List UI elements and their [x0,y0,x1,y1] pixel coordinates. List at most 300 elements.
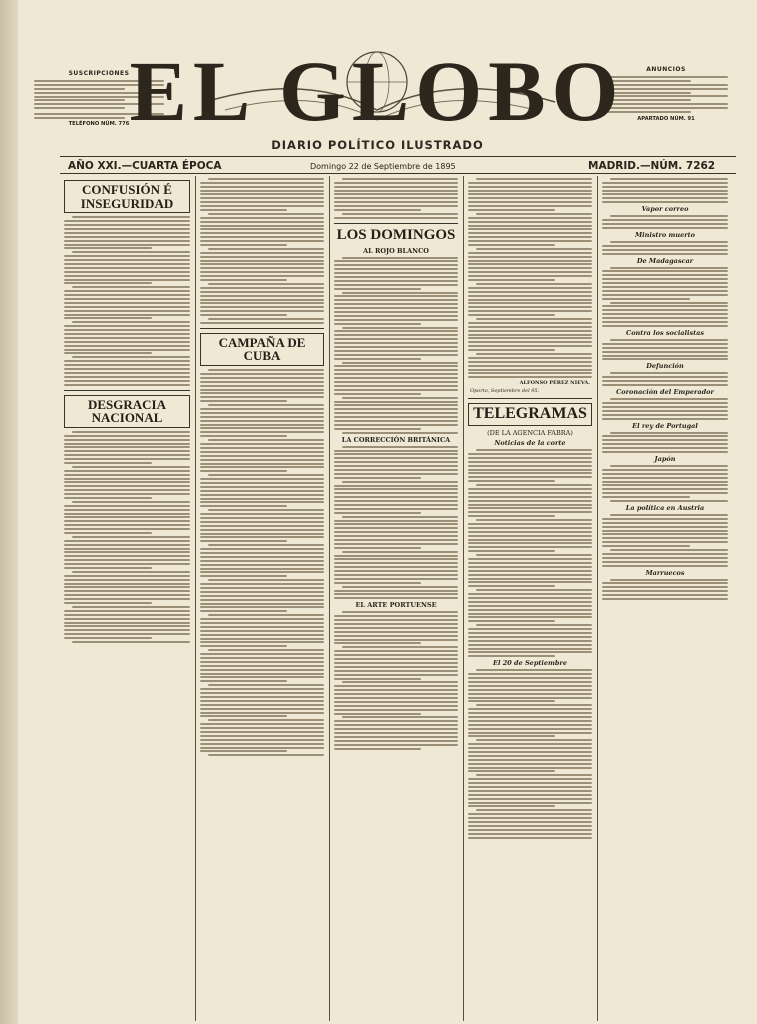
text-line [334,720,458,722]
text-line [64,294,190,296]
text-line [64,625,190,627]
text-line [602,305,728,307]
text-line [64,594,190,596]
text-line [64,520,190,522]
text-line [342,681,458,683]
text-line [64,275,190,277]
text-line [200,603,324,605]
body-text-block [468,449,592,657]
text-line [334,744,458,746]
text-line [334,527,458,529]
text-line [64,524,190,526]
text-line [602,537,728,539]
subhead-20-septiembre: El 20 de Septiembre [493,659,567,668]
headline-campana-cuba: CAMPAÑA DE CUBA [200,333,324,366]
text-line [476,283,592,285]
text-line [602,545,690,547]
text-line [334,190,458,192]
text-line [64,540,190,542]
text-line [602,249,728,251]
text-line [468,472,592,474]
title-text: EL GLOBO [129,43,625,139]
text-line [610,579,728,581]
text-line [334,523,458,525]
place-date: Oporto, Septiembre del 95. [470,388,540,395]
text-line [468,732,592,734]
text-line [334,401,458,403]
subhead-austria: La política en Austria [625,503,705,512]
text-line [334,593,458,595]
text-line [64,244,190,246]
text-line [200,190,324,192]
text-line [468,365,592,367]
text-line [200,182,324,184]
text-line [200,622,324,624]
text-line [602,351,728,353]
text-line [468,504,592,506]
text-line [208,649,324,651]
text-line [200,275,324,277]
text-line [342,646,458,648]
text-line [468,275,592,277]
text-line [342,257,458,259]
text-line [200,630,324,632]
text-line [468,507,592,509]
text-line [602,380,728,382]
text-line [200,287,324,289]
text-line [334,623,458,625]
text-line [64,306,190,308]
body-text-block [468,178,592,378]
text-line [200,634,324,636]
text-line [342,178,458,180]
text-line [200,263,324,265]
text-line [476,449,592,451]
text-line [200,571,324,573]
text-line [200,673,324,675]
text-line [200,501,324,503]
text-line [64,590,190,592]
text-line [342,516,458,518]
text-line [610,215,728,217]
text-line [468,232,592,234]
text-line [602,496,690,498]
text-line [334,736,458,738]
text-line [64,439,190,441]
body-text-block [334,178,458,219]
text-line [200,209,287,211]
text-line [468,461,592,463]
text-line [468,558,592,560]
text-line [64,458,190,460]
text-line [602,473,728,475]
text-line [208,283,324,285]
text-line [334,485,458,487]
text-line [208,213,324,215]
text-line [208,579,324,581]
text-line [468,689,592,691]
text-line [468,201,592,203]
text-line [334,193,458,195]
text-line [610,398,728,400]
text-line [468,786,592,788]
text-line [468,817,592,819]
text-line [208,754,324,756]
text-line [468,240,592,242]
text-line [200,704,324,706]
text-line [468,805,555,807]
text-line [468,601,592,603]
text-line [200,225,324,227]
text-line [334,288,421,290]
text-line [200,424,324,426]
text-line [64,345,190,347]
text-line [602,586,728,588]
text-line [334,650,458,652]
text-line [602,418,728,420]
text-line [468,535,592,537]
text-line [334,377,458,379]
text-line [468,566,592,568]
text-line [334,295,458,297]
column-3 [334,176,458,751]
text-line [200,279,287,281]
text-line [334,365,458,367]
subhead-corte: Noticias de la corte [494,439,566,448]
text-line [208,614,324,616]
text-line [602,435,728,437]
text-line [468,628,592,630]
text-line [602,590,728,592]
text-line [468,562,592,564]
text-line [64,220,190,222]
text-line [72,356,190,358]
text-line [468,515,555,517]
text-line [602,414,728,416]
text-line [64,372,190,374]
text-line [476,774,592,776]
text-line [64,618,190,620]
body-text-block [334,611,458,749]
text-line [200,525,324,527]
text-line [468,605,592,607]
subhead-defuncion: Defunción [646,362,684,371]
text-line [602,530,728,532]
text-line [334,182,458,184]
text-line [342,362,458,364]
text-line [468,735,555,737]
text-line [342,586,458,588]
text-line [64,376,190,378]
text-line [342,611,458,613]
text-line [208,369,324,371]
text-line [334,724,458,726]
text-line [200,400,287,402]
text-line [200,392,324,394]
text-line [200,466,324,468]
text-line [200,610,287,612]
column-4 [468,176,592,841]
text-line [602,201,728,203]
text-line [468,763,592,765]
text-line [200,490,324,492]
text-line [468,790,592,792]
text-line [200,743,324,745]
subhead-madagascar: De Madagascar [636,256,694,265]
text-line [334,428,421,430]
text-line [602,282,728,284]
text-line [468,500,592,502]
text-line [468,190,592,192]
text-line [468,221,592,223]
epoch-label: AÑO XXI.—CUARTA ÉPOCA [68,160,222,172]
text-line [200,420,324,422]
text-line [602,355,728,357]
headline-telegramas: TELEGRAMAS [468,403,592,426]
text-line [334,713,421,715]
text-line [334,389,458,391]
text-line [468,252,592,254]
text-line [602,469,728,471]
text-line [468,837,592,839]
text-line [64,548,190,550]
body-text-block [200,178,324,324]
text-line [334,520,458,522]
text-line [476,318,592,320]
text-line [468,465,592,467]
text-line [72,571,190,573]
text-line [64,528,190,530]
text-line [342,397,458,399]
text-line [602,274,728,276]
text-line [200,595,324,597]
text-line [602,245,728,247]
text-line [334,338,458,340]
text-line [200,665,324,667]
text-line [334,693,458,695]
text-line [200,708,324,710]
text-line [200,435,287,437]
text-line [64,629,190,631]
advertising-heading: ANUNCIOS [646,66,686,73]
text-line [64,337,190,339]
text-line [334,469,458,471]
text-line [64,637,152,639]
text-line [468,209,555,211]
text-line [64,450,190,452]
text-line [602,343,728,345]
text-line [64,310,190,312]
text-line [334,619,458,621]
text-line [200,412,324,414]
text-line [200,455,324,457]
text-line [610,267,728,269]
text-line [476,484,592,486]
column-5 [602,176,728,602]
text-line [468,728,592,730]
text-line [476,519,592,521]
text-line [208,248,324,250]
text-line [468,488,592,490]
phone-number: TELÉFONO NÚM. 776 [68,121,130,128]
text-line [64,551,190,553]
text-line [602,526,728,528]
body-text-block [602,241,728,255]
text-line [610,432,728,434]
text-line [334,354,458,356]
text-line [64,489,190,491]
text-line [72,286,190,288]
issue-number: MADRID.—NÚM. 7262 [588,160,716,172]
author-signature: ALFONSO PÉREZ NIEVA. [519,380,590,387]
text-line [334,334,458,336]
text-line [468,708,592,710]
text-line [468,743,592,745]
text-line [468,476,592,478]
text-line [342,432,458,434]
text-line [602,325,728,327]
subhead-coronacion: Coronación del Emperador [616,388,714,397]
text-line [476,704,592,706]
text-line [200,505,287,507]
text-line [72,536,190,538]
text-line [64,563,190,565]
text-line [602,186,728,188]
text-line [64,352,152,354]
text-line [200,626,324,628]
text-line [334,346,458,348]
text-line [200,416,324,418]
text-line [610,549,728,551]
text-line [64,544,190,546]
text-line [468,700,555,702]
text-line [334,740,458,742]
text-line [200,459,324,461]
text-line [64,583,190,585]
text-line [200,712,324,714]
text-line [468,767,592,769]
text-line [200,310,324,312]
text-line [200,193,324,195]
text-line [476,213,592,215]
text-line [602,598,728,600]
text-line [468,636,592,638]
text-line [468,539,592,541]
subhead-japon: Japón [654,454,676,463]
text-line [602,582,728,584]
text-line [468,376,592,378]
text-line [468,712,592,714]
subhead-correccion: LA CORRECCIÓN BRITÁNICA [341,435,451,444]
text-line [602,451,728,453]
text-line [200,750,287,752]
text-line [468,345,592,347]
text-line [72,641,190,643]
text-line [72,466,190,468]
body-text-block [200,369,324,756]
text-line [64,598,190,600]
text-line [64,443,190,445]
text-line [64,333,190,335]
text-line [334,385,458,387]
text-line [72,251,190,253]
text-line [468,291,592,293]
subscriptions-heading: SUSCRIPCIONES [68,70,130,77]
text-line [200,583,324,585]
text-line [64,462,152,464]
text-line [468,186,592,188]
text-line [468,295,592,297]
text-line [334,639,458,641]
text-line [64,224,190,226]
text-line [468,550,555,552]
text-line [602,219,728,221]
text-line [200,498,324,500]
text-line [602,565,728,567]
text-line [602,286,728,288]
subhead-rey-portugal: El rey de Portugal [632,421,698,430]
text-line [64,481,190,483]
text-line [200,599,324,601]
text-line [200,517,324,519]
text-line [334,701,458,703]
text-line [208,318,324,320]
text-line [200,560,324,562]
text-line [602,484,728,486]
text-line [200,536,324,538]
text-line [334,280,458,282]
text-line [200,552,324,554]
page-gutter [0,0,18,1024]
text-line [334,209,421,211]
text-line [334,685,458,687]
text-line [64,360,190,362]
text-line [468,720,592,722]
text-line [334,272,458,274]
body-text-block [602,398,728,419]
text-line [468,616,592,618]
text-line [334,590,458,592]
text-line [468,197,592,199]
text-line [200,494,324,496]
text-line [334,319,458,321]
body-text-block [602,514,728,567]
text-line [468,334,592,336]
text-line [200,645,287,647]
text-line [334,477,421,479]
column-divider [329,176,330,1021]
text-line [468,256,592,258]
text-line [602,270,728,272]
text-line [200,513,324,515]
text-line [602,317,728,319]
text-line [602,321,728,323]
text-line [64,446,190,448]
text-line [342,327,458,329]
text-line [334,342,458,344]
text-line [602,227,728,229]
text-line [334,558,458,560]
text-line [334,543,458,545]
text-line [200,267,324,269]
text-line [200,747,324,749]
text-line [334,615,458,617]
text-line [468,310,592,312]
text-line [602,278,728,280]
body-text-block [602,267,728,327]
text-line [468,279,555,281]
text-line [208,719,324,721]
